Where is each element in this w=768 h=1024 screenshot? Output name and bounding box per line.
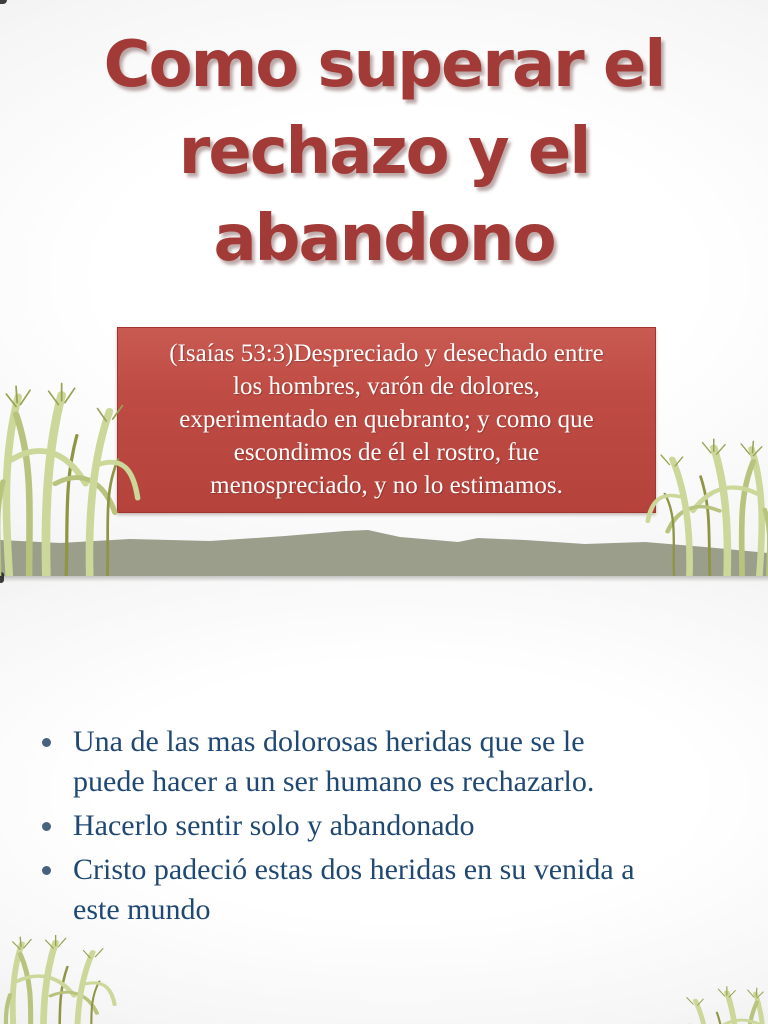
- hill-silhouette: [0, 530, 768, 576]
- bullet-text-1: Una de las mas dolorosas heridas que se le puede hacer a un ser humano es rechazarlo.: [73, 725, 595, 798]
- quote-line-2: los hombres, varón de dolores,: [233, 373, 540, 400]
- quote-line-1: (Isaías 53:3)Despreciado y desechado entre: [169, 340, 604, 367]
- scripture-quote-box: [117, 327, 656, 513]
- title-line-3: abandono: [213, 202, 555, 276]
- grass-decoration-bottom-right-icon: [674, 979, 768, 1024]
- bullet-text-2: Hacerlo sentir solo y abandonado: [73, 809, 475, 842]
- scan-artifact: [0, 572, 4, 583]
- slide-title: [0, 22, 768, 283]
- bullet-dot-icon: [42, 822, 51, 831]
- title-line-1: Como superar el: [103, 28, 665, 102]
- slide-2: [0, 576, 768, 1024]
- title-line-2: rechazo y el: [178, 115, 590, 189]
- quote-line-3: experimentado en quebranto; y como que: [179, 406, 594, 433]
- bullet-item-2: [42, 806, 708, 846]
- bullet-list: [0, 722, 768, 934]
- bullet-item-3: [42, 850, 708, 930]
- bullet-item-1: [42, 722, 708, 802]
- grass-decoration-bottom-left-icon: [0, 926, 118, 1024]
- quote-line-4: escondimos de él el rostro, fue: [233, 439, 540, 466]
- bullet-dot-icon: [42, 866, 51, 875]
- quote-line-5: menospreciado, y no lo estimamos.: [210, 472, 563, 499]
- bullet-text-3: Cristo padeció estas dos heridas en su venida a este mundo: [73, 853, 635, 926]
- bullet-dot-icon: [42, 738, 51, 747]
